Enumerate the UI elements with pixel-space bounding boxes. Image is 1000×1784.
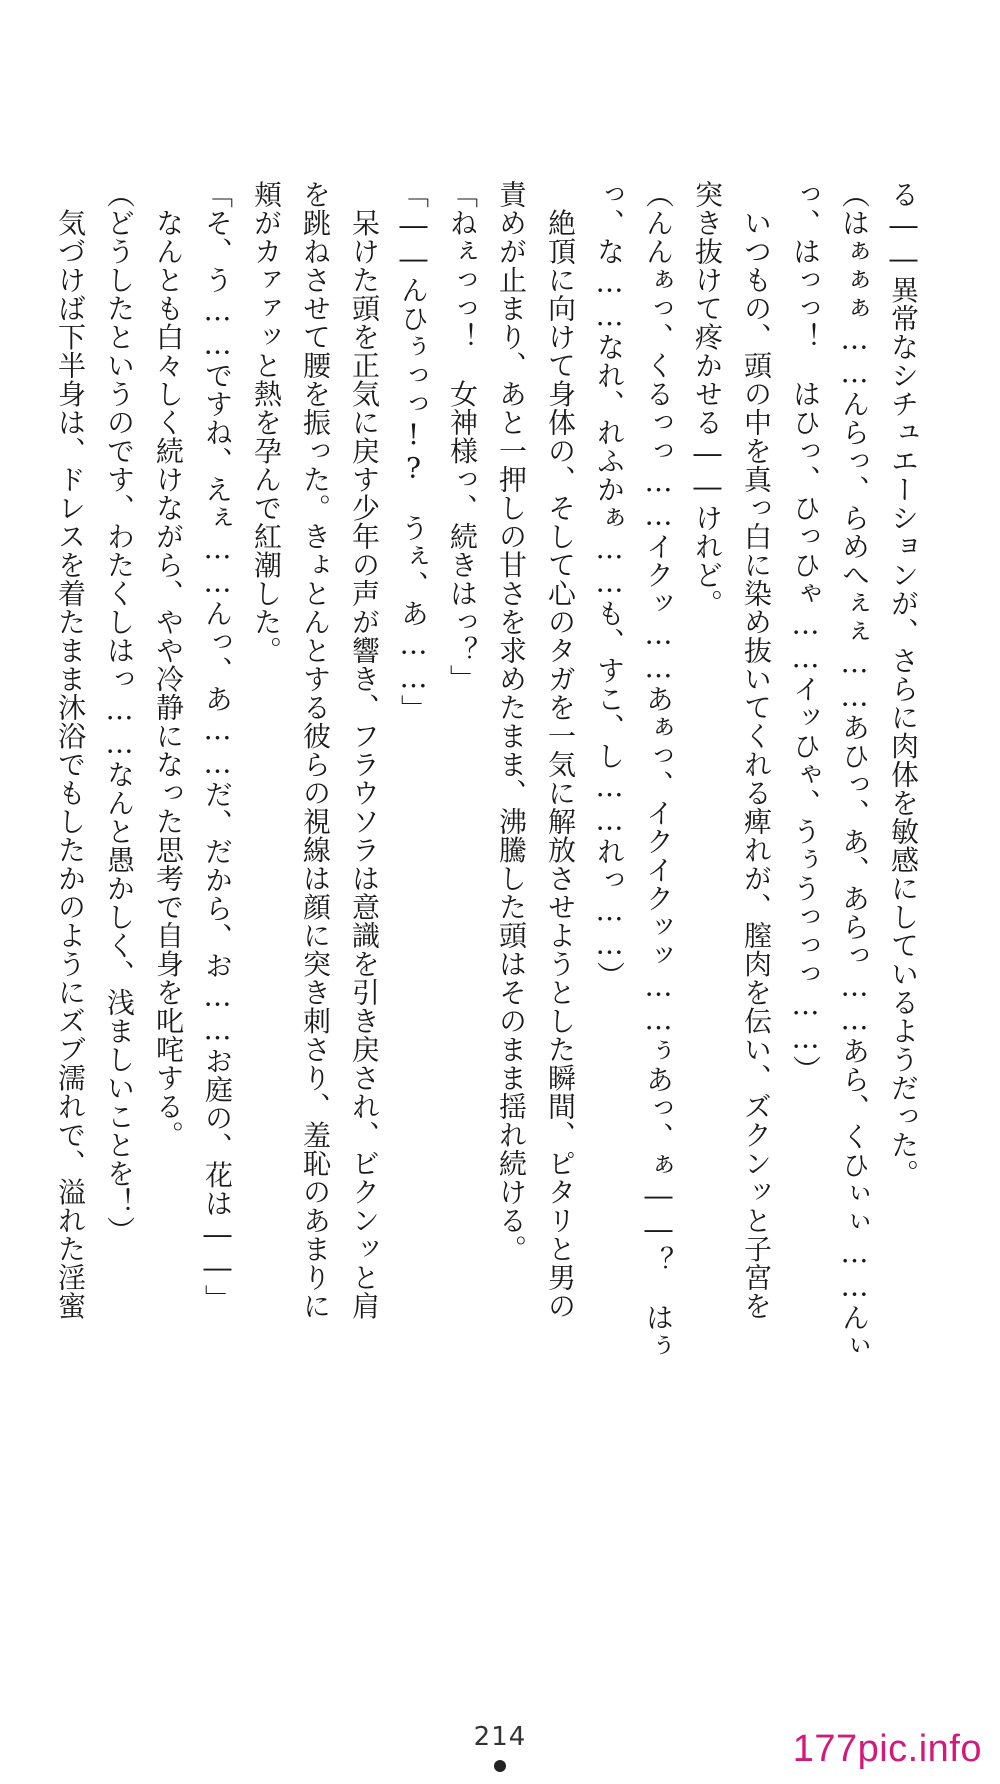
text-line: 頬がカァァッと熱を孕んで紅潮した。 [250,180,283,665]
text-line: なんとも白々しく続けながら、やや冷静になった思考で自身を叱咤する。 [152,180,185,1149]
text-line: 「ねぇっっ！ 女神様っ、続きはっ？」 [446,180,479,693]
text-line: 「そ、う……ですね、えぇ……んっ、あ……だ、だから、お……お庭の、花は――」 [201,180,234,1313]
text-line: 気づけば下半身は、ドレスを着たまま沐浴でもしたかのようにズブ濡れで、溢れた淫蜜 [54,180,87,1320]
text-line: 呆けた頭を正気に戻す少年の声が響き、フラウソラは意識を引き戻され、ビクンッと肩 [348,180,381,1320]
page-number: 214 [473,1722,527,1752]
text-line: 責めが止まり、あと一押しの甘さを求めたまま、沸騰した頭はそのまま揺れ続ける。 [495,180,528,1263]
text-line: を跳ねさせて腰を振った。きょとんとする彼らの視線は顔に突き刺さり、羞恥のあまりに [299,180,332,1320]
text-line: 絶頂に向けて身体の、そして心のタガを一気に解放させようとした瞬間、ピタリと男の [544,180,577,1320]
vertical-text-body [54,180,928,1460]
text-line: （どうしたというのです、わたくしはっ……なんと愚かしく、浅ましいことを！） [103,180,136,1245]
text-line: 「――んひぅっっ!? うぇ、あ……」 [397,180,430,723]
text-line: る――異常なシチュエーションが、さらに肉体を敏感にしているようだった。 [887,180,920,1188]
watermark: 177pic.info [792,1728,982,1770]
text-line: （はぁぁぁ……んらっ、らめへぇぇ……あひっ、あ、あらっ……あら、くひぃぃ……んぃ [838,180,871,1360]
text-line: っ、な……なれ、れふかぁ……も、すこ、し……れっ……） [593,180,626,990]
page-dot-icon [494,1760,506,1772]
text-line: （んんぁっ、くるっっ……イクッ……あぁっ、イクイクッッ……ぅあっ、ぁ――？ はぅ [642,180,675,1360]
text-line: っ、はっっ！ はひっ、ひっひゃ……イッひゃ、うぅうっっっ……） [789,180,822,1084]
text-line: 突き抜けて疼かせる――けれど。 [691,180,724,618]
text-line: いつもの、頭の中を真っ白に染め抜いてくれる痺れが、膣肉を伝い、ズクンッと子宮を [740,180,773,1320]
